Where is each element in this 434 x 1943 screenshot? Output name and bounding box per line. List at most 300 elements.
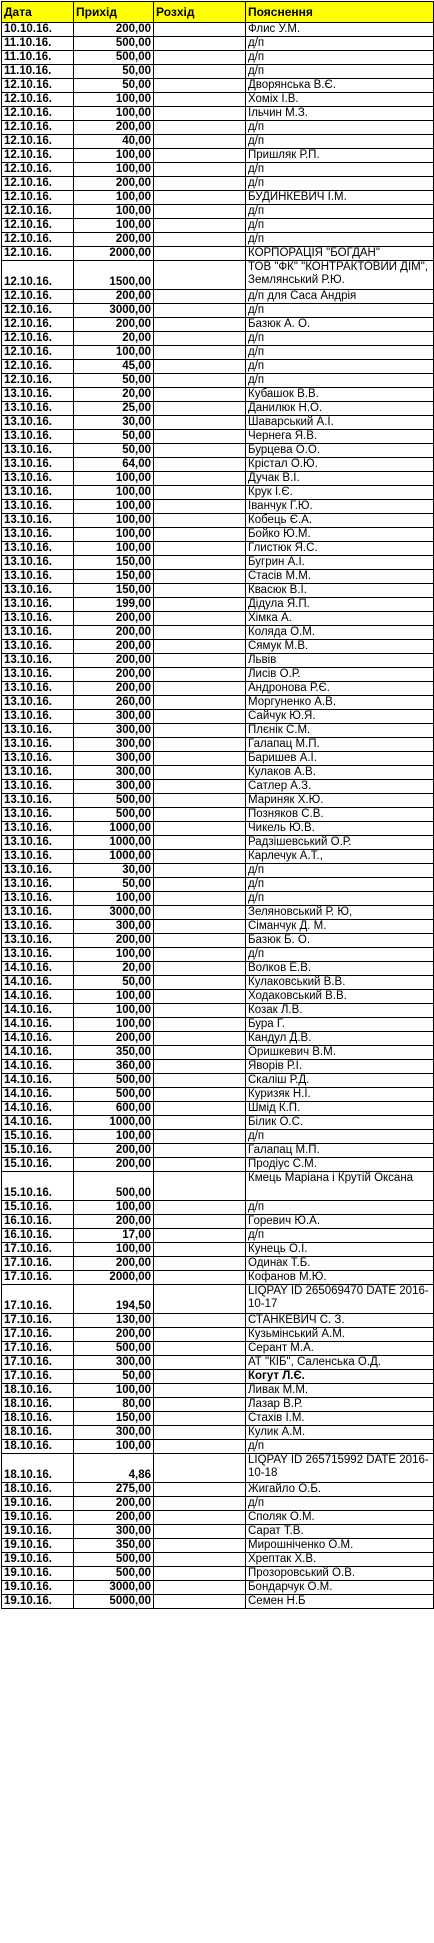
income-cell: 200,00 (74, 290, 154, 304)
table-row (2, 107, 434, 121)
expense-cell (154, 1595, 246, 1609)
date-cell: 13.10.16. (2, 808, 74, 822)
income-cell: 100,00 (74, 1384, 154, 1398)
date-cell: 13.10.16. (2, 892, 74, 906)
expense-cell (154, 1130, 246, 1144)
expense-cell (154, 402, 246, 416)
date-cell: 18.10.16. (2, 1483, 74, 1497)
table-row (2, 906, 434, 920)
note-cell: Стасів М.М. (246, 570, 434, 584)
expense-cell (154, 1046, 246, 1060)
note-cell: д/п (246, 332, 434, 346)
date-cell: 12.10.16. (2, 290, 74, 304)
date-cell: 13.10.16. (2, 654, 74, 668)
income-cell: 500,00 (74, 51, 154, 65)
date-cell: 13.10.16. (2, 724, 74, 738)
date-cell: 17.10.16. (2, 1257, 74, 1271)
date-cell: 17.10.16. (2, 1314, 74, 1328)
income-cell: 30,00 (74, 864, 154, 878)
note-cell: д/п (246, 1440, 434, 1454)
expense-cell (154, 388, 246, 402)
table-row (2, 738, 434, 752)
expense-cell (154, 191, 246, 205)
date-cell: 14.10.16. (2, 1004, 74, 1018)
income-cell: 300,00 (74, 1525, 154, 1539)
note-cell: Козак Л.В. (246, 1004, 434, 1018)
expense-cell (154, 1088, 246, 1102)
date-cell: 19.10.16. (2, 1553, 74, 1567)
date-cell: 13.10.16. (2, 486, 74, 500)
date-cell: 19.10.16. (2, 1511, 74, 1525)
table-row (2, 304, 434, 318)
income-cell: 300,00 (74, 738, 154, 752)
expense-cell (154, 724, 246, 738)
table-row (2, 318, 434, 332)
table-row (2, 1271, 434, 1285)
income-cell: 100,00 (74, 1201, 154, 1215)
note-cell: Одинак Т.Б. (246, 1257, 434, 1271)
expense-cell (154, 1271, 246, 1285)
expense-cell (154, 948, 246, 962)
income-cell: 1000,00 (74, 1116, 154, 1130)
expense-cell (154, 1032, 246, 1046)
table-row (2, 1257, 434, 1271)
date-cell: 12.10.16. (2, 360, 74, 374)
date-cell: 12.10.16. (2, 346, 74, 360)
note-cell: Андронова Р.Є. (246, 682, 434, 696)
note-cell: LIQPAY ID 265069470 DATE 2016-10-17 (246, 1285, 434, 1314)
note-cell: д/п (246, 135, 434, 149)
date-cell: 17.10.16. (2, 1243, 74, 1257)
date-cell: 11.10.16. (2, 65, 74, 79)
date-cell: 15.10.16. (2, 1144, 74, 1158)
table-row (2, 23, 434, 37)
note-cell: Кофанов М.Ю. (246, 1271, 434, 1285)
income-cell: 500,00 (74, 37, 154, 51)
note-cell: Лазар В.Р. (246, 1398, 434, 1412)
income-cell: 200,00 (74, 640, 154, 654)
expense-cell (154, 1356, 246, 1370)
note-cell: Серант М.А. (246, 1342, 434, 1356)
table-row (2, 864, 434, 878)
note-cell: Волков Е.В. (246, 962, 434, 976)
expense-cell (154, 247, 246, 261)
income-cell: 300,00 (74, 752, 154, 766)
expense-cell (154, 1342, 246, 1356)
income-cell: 4,86 (74, 1454, 154, 1483)
income-cell: 360,00 (74, 1060, 154, 1074)
table-row (2, 1398, 434, 1412)
note-cell: Кунець О.І. (246, 1243, 434, 1257)
income-cell: 1000,00 (74, 822, 154, 836)
income-cell: 200,00 (74, 318, 154, 332)
date-header: Дата (2, 2, 74, 23)
table-row (2, 766, 434, 780)
expense-cell (154, 794, 246, 808)
note-cell: Кобець Є.А. (246, 514, 434, 528)
expense-cell (154, 1412, 246, 1426)
date-cell: 19.10.16. (2, 1595, 74, 1609)
income-cell: 100,00 (74, 1440, 154, 1454)
date-cell: 18.10.16. (2, 1454, 74, 1483)
date-cell: 12.10.16. (2, 304, 74, 318)
table-row (2, 556, 434, 570)
note-cell: Дідула Я.П. (246, 598, 434, 612)
date-cell: 13.10.16. (2, 388, 74, 402)
expense-cell (154, 696, 246, 710)
income-cell: 350,00 (74, 1539, 154, 1553)
table-row (2, 472, 434, 486)
table-row (2, 836, 434, 850)
table-row (2, 808, 434, 822)
income-cell: 260,00 (74, 696, 154, 710)
date-cell: 12.10.16. (2, 149, 74, 163)
income-cell: 100,00 (74, 107, 154, 121)
expense-header: Розхід (154, 2, 246, 23)
note-cell: Крістал О.Ю. (246, 458, 434, 472)
expense-cell (154, 346, 246, 360)
income-cell: 300,00 (74, 766, 154, 780)
income-cell: 200,00 (74, 934, 154, 948)
expense-cell (154, 332, 246, 346)
note-cell: д/п (246, 878, 434, 892)
note-cell: Зеляновський Р. Ю, (246, 906, 434, 920)
table-row (2, 51, 434, 65)
expense-cell (154, 962, 246, 976)
expense-cell (154, 570, 246, 584)
date-cell: 13.10.16. (2, 570, 74, 584)
table-row (2, 1454, 434, 1483)
income-cell: 100,00 (74, 892, 154, 906)
expense-cell (154, 710, 246, 724)
date-cell: 15.10.16. (2, 1172, 74, 1201)
note-cell: Кулаков А.В. (246, 766, 434, 780)
expense-cell (154, 458, 246, 472)
header-row (2, 2, 434, 23)
date-cell: 13.10.16. (2, 780, 74, 794)
expense-cell (154, 360, 246, 374)
income-cell: 100,00 (74, 219, 154, 233)
note-cell: д/п (246, 65, 434, 79)
expense-cell (154, 1018, 246, 1032)
expense-cell (154, 1116, 246, 1130)
table-row (2, 822, 434, 836)
note-cell: Сайчук Ю.Я. (246, 710, 434, 724)
table-row (2, 1567, 434, 1581)
date-cell: 12.10.16. (2, 93, 74, 107)
note-header: Пояснення (246, 2, 434, 23)
table-row (2, 247, 434, 261)
table-row (2, 444, 434, 458)
note-cell: Кмець Маріана і Крутій Оксана (246, 1172, 434, 1201)
date-cell: 11.10.16. (2, 37, 74, 51)
expense-cell (154, 374, 246, 388)
expense-cell (154, 219, 246, 233)
income-cell: 100,00 (74, 1243, 154, 1257)
expense-cell (154, 990, 246, 1004)
note-cell: КОРПОРАЦІЯ "БОГДАН" (246, 247, 434, 261)
date-cell: 13.10.16. (2, 682, 74, 696)
note-cell: Семен Н.Б (246, 1595, 434, 1609)
note-cell: СТАНКЕВИЧ С. З. (246, 1314, 434, 1328)
expense-cell (154, 528, 246, 542)
date-cell: 13.10.16. (2, 878, 74, 892)
expense-cell (154, 472, 246, 486)
income-cell: 100,00 (74, 542, 154, 556)
date-cell: 13.10.16. (2, 444, 74, 458)
expense-cell (154, 1497, 246, 1511)
income-cell: 100,00 (74, 514, 154, 528)
expense-cell (154, 1539, 246, 1553)
ledger-body (2, 23, 434, 1609)
date-cell: 19.10.16. (2, 1581, 74, 1595)
table-row (2, 1314, 434, 1328)
table-row (2, 135, 434, 149)
expense-cell (154, 514, 246, 528)
note-cell: Бондарчук О.М. (246, 1581, 434, 1595)
income-cell: 100,00 (74, 93, 154, 107)
table-row (2, 1595, 434, 1609)
note-cell: д/п (246, 346, 434, 360)
date-cell: 17.10.16. (2, 1328, 74, 1342)
expense-cell (154, 612, 246, 626)
note-cell: Хоміх І.В. (246, 93, 434, 107)
date-cell: 13.10.16. (2, 556, 74, 570)
date-cell: 15.10.16. (2, 1130, 74, 1144)
date-cell: 15.10.16. (2, 1158, 74, 1172)
income-cell: 100,00 (74, 191, 154, 205)
expense-cell (154, 1060, 246, 1074)
table-row (2, 1483, 434, 1497)
note-cell: Глистюк Я.С. (246, 542, 434, 556)
income-cell: 100,00 (74, 1004, 154, 1018)
note-cell: Сатлер А.З. (246, 780, 434, 794)
note-cell: Чернега Я.В. (246, 430, 434, 444)
expense-cell (154, 934, 246, 948)
expense-cell (154, 892, 246, 906)
note-cell: Споляк О.М. (246, 1511, 434, 1525)
income-cell: 100,00 (74, 500, 154, 514)
table-row (2, 205, 434, 219)
note-cell: Кузьмінський А.М. (246, 1328, 434, 1342)
table-row (2, 1102, 434, 1116)
income-cell: 50,00 (74, 374, 154, 388)
income-cell: 100,00 (74, 486, 154, 500)
income-cell: 500,00 (74, 1567, 154, 1581)
income-cell: 1000,00 (74, 850, 154, 864)
expense-cell (154, 598, 246, 612)
date-cell: 14.10.16. (2, 1046, 74, 1060)
date-cell: 16.10.16. (2, 1229, 74, 1243)
table-row (2, 528, 434, 542)
date-cell: 14.10.16. (2, 1060, 74, 1074)
table-row (2, 710, 434, 724)
expense-cell (154, 1257, 246, 1271)
income-cell: 500,00 (74, 1172, 154, 1201)
note-cell: Шаварський А.І. (246, 416, 434, 430)
note-cell: Продіус С.М. (246, 1158, 434, 1172)
date-cell: 12.10.16. (2, 332, 74, 346)
table-row (2, 163, 434, 177)
note-cell: Лисів О.Р. (246, 668, 434, 682)
expense-cell (154, 1004, 246, 1018)
date-cell: 13.10.16. (2, 864, 74, 878)
expense-cell (154, 37, 246, 51)
expense-cell (154, 318, 246, 332)
table-row (2, 612, 434, 626)
expense-cell (154, 1440, 246, 1454)
note-cell: д/п (246, 1201, 434, 1215)
income-cell: 3000,00 (74, 304, 154, 318)
ledger-table (1, 1, 434, 1609)
date-cell: 17.10.16. (2, 1342, 74, 1356)
date-cell: 13.10.16. (2, 584, 74, 598)
table-row (2, 1511, 434, 1525)
expense-cell (154, 808, 246, 822)
income-cell: 275,00 (74, 1483, 154, 1497)
income-cell: 2000,00 (74, 247, 154, 261)
expense-cell (154, 626, 246, 640)
date-cell: 13.10.16. (2, 640, 74, 654)
income-cell: 20,00 (74, 388, 154, 402)
date-cell: 13.10.16. (2, 542, 74, 556)
note-cell: Бура Г. (246, 1018, 434, 1032)
note-cell: Когут Л.Є. (246, 1370, 434, 1384)
note-cell: Баришев А.І. (246, 752, 434, 766)
expense-cell (154, 1511, 246, 1525)
date-cell: 13.10.16. (2, 472, 74, 486)
note-cell: д/п (246, 374, 434, 388)
date-cell: 12.10.16. (2, 163, 74, 177)
note-cell: Бойко Ю.М. (246, 528, 434, 542)
date-cell: 12.10.16. (2, 191, 74, 205)
income-cell: 500,00 (74, 794, 154, 808)
expense-cell (154, 752, 246, 766)
note-cell: Галапац М.П. (246, 1144, 434, 1158)
income-cell: 150,00 (74, 584, 154, 598)
table-row (2, 1497, 434, 1511)
income-cell: 200,00 (74, 1144, 154, 1158)
date-cell: 14.10.16. (2, 962, 74, 976)
table-row (2, 1172, 434, 1201)
table-row (2, 1046, 434, 1060)
date-cell: 14.10.16. (2, 1116, 74, 1130)
table-row (2, 177, 434, 191)
date-cell: 14.10.16. (2, 1088, 74, 1102)
income-cell: 200,00 (74, 612, 154, 626)
table-row (2, 1342, 434, 1356)
note-cell: Хрептак Х.В. (246, 1553, 434, 1567)
expense-cell (154, 107, 246, 121)
date-cell: 19.10.16. (2, 1567, 74, 1581)
note-cell: д/п (246, 121, 434, 135)
note-cell: д/п (246, 205, 434, 219)
date-cell: 12.10.16. (2, 233, 74, 247)
expense-cell (154, 149, 246, 163)
income-cell: 500,00 (74, 1088, 154, 1102)
table-row (2, 1539, 434, 1553)
note-cell: Яворів Р.І. (246, 1060, 434, 1074)
table-row (2, 1215, 434, 1229)
table-row (2, 514, 434, 528)
expense-cell (154, 1314, 246, 1328)
date-cell: 12.10.16. (2, 247, 74, 261)
table-row (2, 261, 434, 290)
expense-cell (154, 1102, 246, 1116)
table-row (2, 149, 434, 163)
expense-cell (154, 65, 246, 79)
income-cell: 100,00 (74, 346, 154, 360)
expense-cell (154, 878, 246, 892)
note-cell: д/п (246, 51, 434, 65)
expense-cell (154, 920, 246, 934)
note-cell: Радзішевський О.Р. (246, 836, 434, 850)
date-cell: 19.10.16. (2, 1497, 74, 1511)
date-cell: 12.10.16. (2, 261, 74, 290)
expense-cell (154, 738, 246, 752)
note-cell: Сіманчук Д. М. (246, 920, 434, 934)
note-cell: д/п (246, 304, 434, 318)
income-cell: 50,00 (74, 878, 154, 892)
income-cell: 300,00 (74, 780, 154, 794)
date-cell: 18.10.16. (2, 1426, 74, 1440)
table-row (2, 1525, 434, 1539)
table-row (2, 430, 434, 444)
income-cell: 500,00 (74, 1553, 154, 1567)
note-cell: БУДИНКЕВИЧ І.М. (246, 191, 434, 205)
note-cell: д/п (246, 233, 434, 247)
table-row (2, 696, 434, 710)
expense-cell (154, 584, 246, 598)
income-cell: 200,00 (74, 1257, 154, 1271)
income-cell: 50,00 (74, 976, 154, 990)
expense-cell (154, 836, 246, 850)
expense-cell (154, 1144, 246, 1158)
expense-cell (154, 668, 246, 682)
date-cell: 18.10.16. (2, 1398, 74, 1412)
note-cell: д/п (246, 37, 434, 51)
income-cell: 100,00 (74, 472, 154, 486)
note-cell: д/п (246, 163, 434, 177)
date-cell: 13.10.16. (2, 948, 74, 962)
table-row (2, 458, 434, 472)
table-row (2, 948, 434, 962)
note-cell: д/п (246, 948, 434, 962)
date-cell: 16.10.16. (2, 1215, 74, 1229)
expense-cell (154, 556, 246, 570)
income-cell: 199,00 (74, 598, 154, 612)
expense-cell (154, 542, 246, 556)
note-cell: Дворянська В.Є. (246, 79, 434, 93)
note-cell: Позняков С.В. (246, 808, 434, 822)
date-cell: 13.10.16. (2, 822, 74, 836)
income-header: Прихід (74, 2, 154, 23)
table-row (2, 542, 434, 556)
income-cell: 45,00 (74, 360, 154, 374)
income-cell: 100,00 (74, 205, 154, 219)
note-cell: Базюк Б. О. (246, 934, 434, 948)
expense-cell (154, 261, 246, 290)
income-cell: 100,00 (74, 990, 154, 1004)
expense-cell (154, 1215, 246, 1229)
income-cell: 194,50 (74, 1285, 154, 1314)
expense-cell (154, 1426, 246, 1440)
table-row (2, 486, 434, 500)
date-cell: 14.10.16. (2, 1102, 74, 1116)
note-cell: д/п (246, 864, 434, 878)
note-cell: д/п для Саса Андрія (246, 290, 434, 304)
note-cell: Іванчук Г.Ю. (246, 500, 434, 514)
